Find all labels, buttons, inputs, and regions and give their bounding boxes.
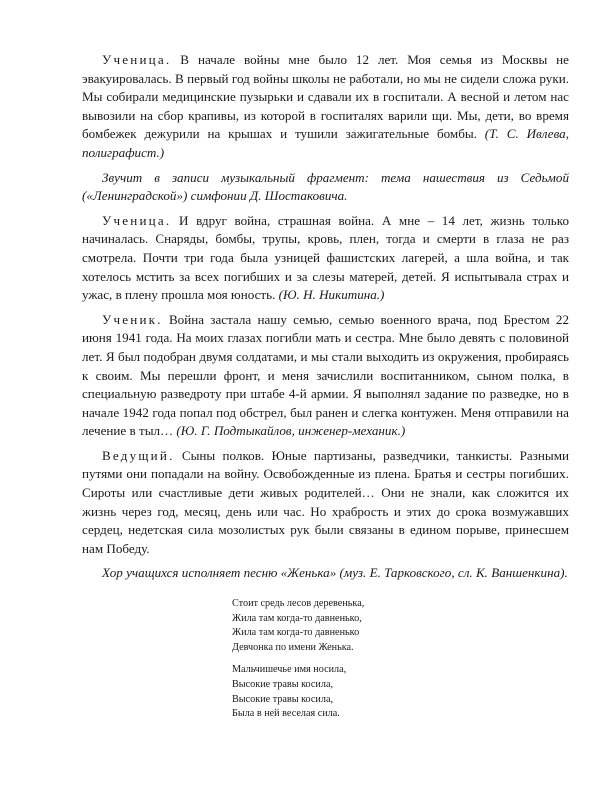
poem-line: Мальчишечье имя носила,: [232, 664, 347, 676]
poem-line: Девчонка по имени Женька.: [232, 641, 354, 653]
song-lyrics: [232, 597, 569, 722]
paragraph-host: [82, 447, 569, 559]
document-page: [82, 51, 569, 730]
stage-direction-music: Звучит в записи музыкальный фрагмент: тема нашествия из Седьмой («Ленинградской») симфонии Д. Шостаковича.: [82, 169, 569, 204]
attribution: (Ю. Г. Подтыкайлов, инженер-механик.): [176, 423, 406, 439]
stanza: [232, 597, 569, 655]
speaker-label: Ученица.: [102, 212, 172, 228]
paragraph-text: Сыны полков. Юные партизаны, разведчики, танкисты. Разными путями они попадали на войну. Освобожденные из плена. Братья и сестры погибших. Сироты или счастливые дети живых родителей… Они не знали, как сложится их жизнь через год, месяц, день или час. Но храбрость и этих до срока возмужавших сердец, недетская сила мозолистых рук были связаны в едином порыве, принесшем нам Победу.: [82, 447, 569, 556]
paragraph-nikitina: [82, 212, 569, 305]
paragraph-text: И вдруг война, страшная война. А мне – 14 лет, жизнь только начиналась. Снаряды, бомбы, трупы, кровь, плен, тогда и смерти в глаза не раз смотрела. Почти три года была узницей фашистских лагерей, а шла война, и так хотелось мстить за всех погибших и за слезы матерей, детей. Я испытывала страх и ужас, в плену прошла моя юность.: [82, 212, 569, 303]
paragraph-ivleva: [82, 51, 569, 163]
paragraph-text: В начале войны мне было 12 лет. Моя семья из Москвы не эвакуировалась. В первый год войны школы не работали, но мы не сидели сложа руки. Мы собирали медицинские пузырьки и сдавали их в госпитали. А весной и летом нас вывозили на сбор крапивы, из которой в госпиталях варили щи. Мы, дети, во время бомбежек дежурили на крышах и тушили зажигательные бомбы.: [82, 52, 569, 142]
attribution: (Ю. Н. Никитина.): [278, 287, 385, 303]
stage-direction-choir: Хор учащихся исполняет песню «Женька» (муз. Е. Тарковского, сл. К. Ваншенкина).: [102, 565, 568, 581]
paragraph-text: Война застала нашу семью, семью военного врача, под Брестом 22 июня 1941 года. На моих глазах погибли мать и сестра. Мне было девять с половиной лет. Я был подобран двумя солдатами, и мы стали выходить из окружения, пробираясь к своим. Мы перешли фронт, и меня зачислили воспитанником, сыном полка, в специальную разведроту при штабе 4-й армии. Я выполнял задание по разведке, но в начале 1942 года попал под обстрел, был ранен и слегка контужен. Меня отправили на лечение в тыл…: [82, 311, 569, 439]
stanza: [232, 663, 569, 721]
poem-line: Жила там когда-то давненько,: [232, 612, 362, 624]
speaker-label: Ведущий.: [102, 447, 175, 463]
paragraph-podtykaylov: [82, 311, 569, 441]
poem-line: Жила там когда-то давненько: [232, 627, 360, 639]
poem-line: Была в ней веселая сила.: [232, 708, 340, 720]
speaker-label: Ученик.: [102, 311, 163, 327]
attribution: (Т. С. Ивлева, полиграфист.): [82, 126, 569, 160]
poem-line: Высокие травы косила,: [232, 693, 334, 705]
poem-line: Высокие травы косила,: [232, 679, 334, 690]
speaker-label: Ученица.: [102, 52, 172, 67]
poem-line: Стоит средь лесов деревенька,: [232, 598, 365, 610]
